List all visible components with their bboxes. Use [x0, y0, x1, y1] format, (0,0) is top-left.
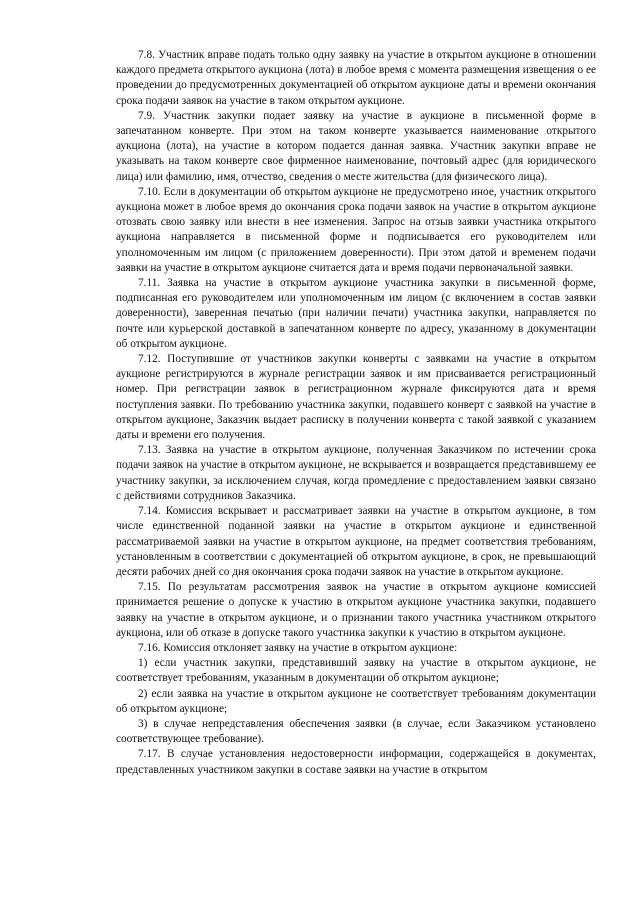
paragraph-7-10: 7.10. Если в документации об открытом аукционе не предусмотрено иное, участник открытого аукциона может в любое время до окончания срока подачи заявок на участие в открытом аукционе отозвать свою заявку или внести в нее изменения. Запрос на отзыв заявки участника открытого аукциона направляется в письменной форме и подписывается его руководителем или уполномоченным им лицом (с приложением доверенности). При этом датой и временем подачи заявки на участие в открытом аукционе считается дата и время подачи первоначальной заявки.	[116, 185, 596, 274]
paragraph-7-13: 7.13. Заявка на участие в открытом аукционе, полученная Заказчиком по истечении срока подачи заявок на участие в открытом аукционе, не вскрывается и возвращается представившему ее участнику закупки, за исключением случая, когда промедление с предоставлением заявки связано с действиями сотрудников Заказчика.	[116, 444, 596, 502]
paragraph-7-11: 7.11. Заявка на участие в открытом аукционе участника закупки в письменной форме, подписанная его руководителем или уполномоченным им лицом (с включением в состав заявки доверенности), заверенная печатью (при наличии печати) участника закупки, направляется по почте или курьерской доставкой в запечатанном конверте по адресу, указанному в документации об открытом аукционе.	[116, 277, 596, 350]
paragraph-7-14: 7.14. Комиссия вскрывает и рассматривает заявки на участие в открытом аукционе, в том числе единственной поданной заявки на участие в открытом аукционе и единственной рассматриваемой заявки на участие в открытом аукционе, на предмет соответствия требованиям, установленным в соответствии с документацией об открытом аукционе, в срок, не превышающий десяти рабочих дней со дня окончания срока подачи заявок на участие в открытом аукционе.	[116, 505, 596, 578]
list-item-3: 3) в случае непредставления обеспечения заявки (в случае, если Заказчиком установлено соответствующее требование).	[116, 717, 596, 746]
list-item-1: 1) если участник закупки, представивший заявку на участие в открытом аукционе, не соответствует требованиям, указанным в документации об открытом аукционе;	[116, 657, 596, 685]
paragraph-7-15: 7.15. По результатам рассмотрения заявок на участие в открытом аукционе комиссией принимается решение о допуске к участию в открытом аукционе участника закупки, подавшего заявку на участие в открытом аукционе, и о признании такого участника участником открытого аукциона, или об отказе в допуске такого участника закупки к участию в открытом аукционе.	[116, 581, 596, 639]
paragraph-7-12: 7.12. Поступившие от участников закупки конверты с заявками на участие в открытом аукционе регистрируются в журнале регистрации заявок и им присваивается регистрационный номер. При регистрации заявок в регистрационном журнале фиксируются дата и время поступления заявки. По требованию участника закупки, подавшего конверт с заявкой на участие в открытом аукционе, Заказчик выдает расписку в получении конверта с такой заявкой с указанием даты и времени его получения.	[116, 353, 596, 442]
paragraph-7-8: 7.8. Участник вправе подать только одну заявку на участие в открытом аукционе в отношении каждого предмета открытого аукциона (лота) в любое время с момента размещения извещения о ее проведении до предусмотренных документацией об открытом аукционе даты и времени окончания срока подачи заявок на участие в таком открытом аукционе.	[116, 49, 596, 107]
list-item-2: 2) если заявка на участие в открытом аукционе не соответствует требованиям документации об открытом аукционе;	[116, 687, 596, 715]
paragraph-7-17: 7.17. В случае установления недостоверности информации, содержащейся в документах, представленных участником закупки в составе заявки на участие в открытом	[116, 748, 596, 776]
paragraph-7-9: 7.9. Участник закупки подает заявку на участие в аукционе в письменной форме в запечатанном конверте. При этом на таком конверте указывается наименование открытого аукциона (лота), на участие в котором подается данная заявка. Участник закупки вправе не указывать на таком конверте свое фирменное наименование, почтовый адрес (для юридического лица) или фамилию, имя, отчество, сведения о месте жительства (для физического лица).	[116, 109, 596, 183]
paragraph-7-16: 7.16. Комиссия отклоняет заявку на участие в открытом аукционе:	[138, 641, 458, 654]
